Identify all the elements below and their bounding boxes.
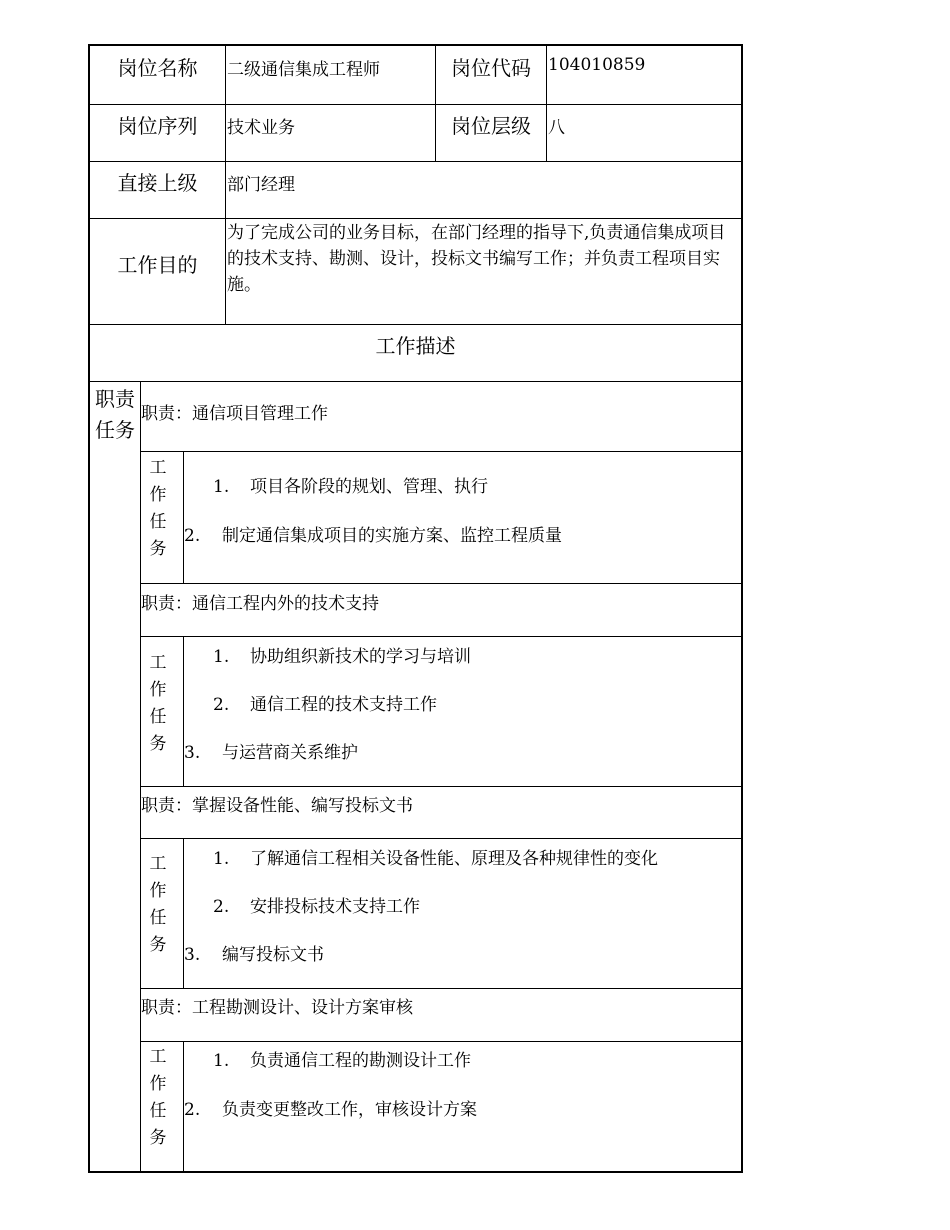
superior-value: 部门经理 [227, 175, 295, 195]
task-item: 2. 负责变更整改工作，审核设计方案 [184, 1100, 477, 1120]
superior-label: 直接上级 [117, 171, 198, 195]
tasks-label: 工作任务 [149, 653, 167, 754]
purpose-text: 为了完成公司的业务目标，在部门经理的指导下,负责通信集成项目的技术支持、勘测、设计，投标文书编写工作；并负责工程项目实施。 [227, 223, 726, 295]
task-item: 2. 制定通信集成项目的实施方案、监控工程质量 [184, 526, 562, 546]
task-item: 1. 了解通信工程相关设备性能、原理及各种规律性的变化 [213, 849, 658, 869]
purpose-label: 工作目的 [117, 253, 198, 277]
job-description-table [88, 44, 743, 1173]
task-item: 1. 项目各阶段的规划、管理、执行 [213, 477, 488, 497]
position-code-label: 岗位代码 [451, 56, 531, 80]
task-item: 2. 通信工程的技术支持工作 [213, 695, 437, 715]
sequence-label: 岗位序列 [117, 114, 198, 138]
task-item: 2. 安排投标技术支持工作 [213, 897, 420, 917]
position-code-value: 104010859 [548, 55, 646, 75]
position-name-value: 二级通信集成工程师 [227, 60, 380, 80]
level-value: 八 [548, 118, 565, 138]
duty-title: 职责：掌握设备性能、编写投标文书 [141, 796, 413, 816]
tasks-label: 工作任务 [149, 1047, 167, 1148]
task-item: 3. 与运营商关系维护 [184, 743, 358, 763]
sequence-value: 技术业务 [227, 118, 295, 138]
tasks-label: 工作任务 [149, 458, 167, 559]
duty-title: 职责：工程勘测设计、设计方案审核 [141, 998, 413, 1018]
tasks-label: 工作任务 [149, 854, 167, 955]
position-name-label: 岗位名称 [117, 56, 198, 80]
duty-title: 职责：通信项目管理工作 [141, 404, 328, 424]
task-item: 1. 负责通信工程的勘测设计工作 [213, 1051, 471, 1071]
task-item: 1. 协助组织新技术的学习与培训 [213, 647, 471, 667]
duty-title: 职责：通信工程内外的技术支持 [141, 594, 379, 614]
duties-label: 职责任务 [95, 387, 135, 442]
level-label: 岗位层级 [451, 114, 531, 138]
task-item: 3. 编写投标文书 [184, 945, 324, 965]
description-title: 工作描述 [375, 334, 456, 358]
